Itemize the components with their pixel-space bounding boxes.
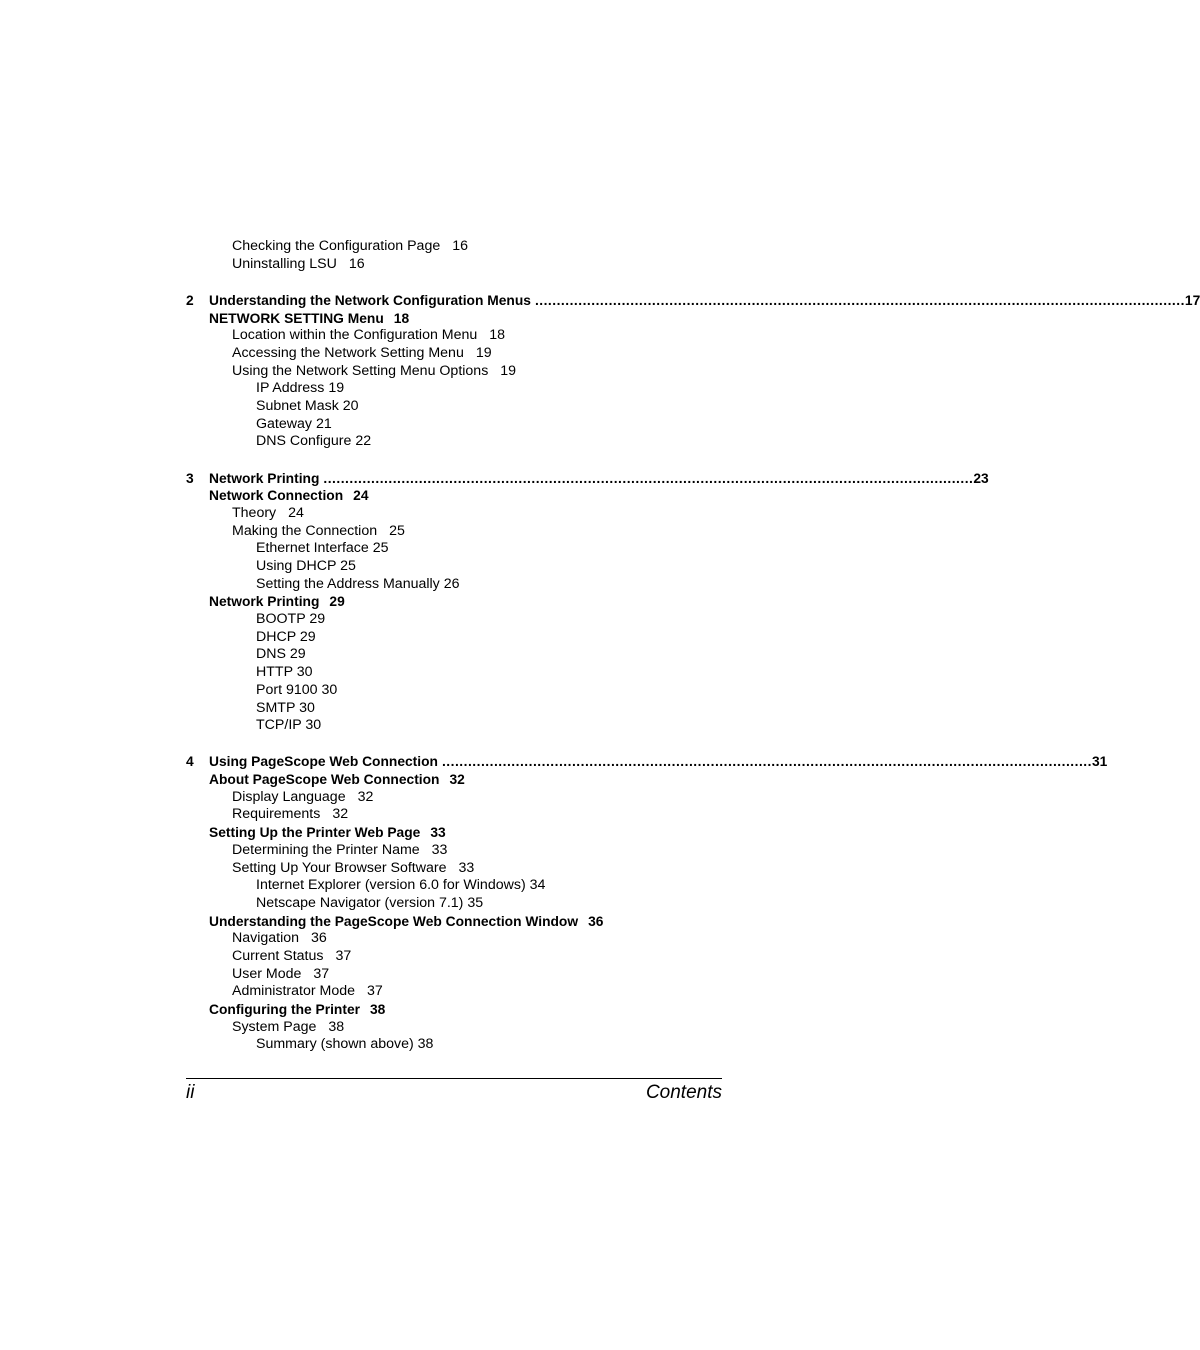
entry-page: 37 bbox=[313, 965, 330, 982]
chapter-2-entries bbox=[186, 310, 722, 452]
entry-page: 19 bbox=[328, 380, 345, 397]
table-of-contents bbox=[186, 238, 1200, 1054]
toc-entry-subsub[interactable] bbox=[186, 558, 722, 576]
entry-title: Network Connection bbox=[209, 488, 344, 504]
toc-entry-subsub[interactable] bbox=[186, 895, 722, 913]
entry-title: Location within the Configuration Menu bbox=[232, 327, 478, 344]
page-footer bbox=[186, 1082, 722, 1106]
toc-entry-sub[interactable] bbox=[186, 238, 722, 256]
toc-entry-sec[interactable] bbox=[186, 593, 722, 611]
entry-title: Making the Connection bbox=[232, 522, 378, 539]
spacer bbox=[186, 273, 722, 292]
toc-entry-sec[interactable] bbox=[186, 310, 722, 328]
entry-title: Theory bbox=[232, 504, 277, 521]
entry-title: SMTP bbox=[256, 699, 296, 716]
entry-page: 32 bbox=[449, 772, 465, 788]
toc-entry-sub[interactable] bbox=[186, 842, 722, 860]
entry-page: 30 bbox=[296, 664, 313, 681]
spacer bbox=[186, 735, 722, 754]
entry-page: 16 bbox=[452, 238, 469, 254]
entry-page: 37 bbox=[335, 947, 352, 964]
toc-entry-sec[interactable] bbox=[186, 771, 722, 789]
entry-page: 38 bbox=[417, 1036, 434, 1053]
entry-page: 29 bbox=[329, 594, 345, 610]
entry-page: 18 bbox=[489, 327, 506, 344]
entry-title: DHCP bbox=[256, 628, 296, 645]
spacer bbox=[186, 451, 722, 470]
toc-entry-subsub[interactable] bbox=[186, 380, 722, 398]
entry-title: System Page bbox=[232, 1018, 317, 1035]
toc-chapter-3[interactable] bbox=[186, 470, 989, 488]
toc-entry-subsub[interactable] bbox=[186, 576, 722, 594]
entry-title: Setting Up Your Browser Software bbox=[232, 859, 447, 876]
entry-page: 29 bbox=[309, 611, 326, 628]
toc-entry-subsub[interactable] bbox=[186, 664, 722, 682]
entry-title: Gateway bbox=[256, 415, 312, 432]
toc-entry-sub[interactable] bbox=[186, 523, 722, 541]
entry-title: Configuring the Printer bbox=[209, 1002, 360, 1017]
toc-entry-sub[interactable] bbox=[186, 256, 722, 274]
dot-leader: ...................................................................................................................................................... bbox=[441, 754, 1092, 770]
toc-entry-subsub[interactable] bbox=[186, 1036, 722, 1054]
toc-entry-subsub[interactable] bbox=[186, 646, 722, 664]
entry-page: 38 bbox=[370, 1002, 386, 1017]
footer-divider bbox=[186, 1078, 722, 1079]
entry-page: 24 bbox=[353, 488, 369, 504]
entry-title: Administrator Mode bbox=[232, 983, 356, 1000]
chapter-page: 23 bbox=[973, 470, 989, 486]
entry-page: 38 bbox=[328, 1018, 345, 1035]
entry-title: Netscape Navigator (version 7.1) bbox=[256, 894, 464, 911]
entry-title: Setting Up the Printer Web Page bbox=[209, 825, 421, 841]
chapter-number: 3 bbox=[186, 470, 194, 486]
entry-page: 30 bbox=[321, 681, 338, 698]
chapter-1-continued bbox=[186, 238, 722, 273]
entry-title: DNS Configure bbox=[256, 433, 352, 450]
entry-title: Requirements bbox=[232, 806, 321, 823]
chapter-title: Understanding the Network Configuration Menus bbox=[209, 292, 531, 308]
entry-title: BOOTP bbox=[256, 611, 306, 628]
toc-entry-subsub[interactable] bbox=[186, 700, 722, 718]
entry-page: 29 bbox=[299, 628, 316, 645]
toc-chapter-2[interactable] bbox=[186, 292, 1200, 310]
entry-title: HTTP bbox=[256, 664, 293, 681]
entry-title: Subnet Mask bbox=[256, 398, 339, 414]
entry-page: 32 bbox=[357, 788, 374, 805]
toc-entry-subsub[interactable] bbox=[186, 717, 722, 735]
entry-page: 33 bbox=[458, 859, 475, 876]
toc-entry-sub[interactable] bbox=[186, 789, 722, 807]
entry-page: 19 bbox=[475, 344, 492, 361]
entry-page: 25 bbox=[340, 558, 356, 574]
entry-page: 21 bbox=[315, 415, 332, 432]
entry-title: Using the Network Setting Menu Options bbox=[232, 362, 489, 379]
toc-entry-subsub[interactable] bbox=[186, 611, 722, 629]
toc-entry-sub[interactable] bbox=[186, 1019, 722, 1037]
toc-entry-sub[interactable] bbox=[186, 930, 722, 948]
toc-entry-sub[interactable] bbox=[186, 345, 722, 363]
entry-title: About PageScope Web Connection bbox=[209, 772, 440, 788]
entry-title: Understanding the PageScope Web Connection Window bbox=[209, 913, 579, 929]
entry-page: 32 bbox=[332, 806, 349, 823]
entry-page: 19 bbox=[500, 362, 517, 379]
entry-page: 18 bbox=[393, 310, 410, 326]
entry-page: 36 bbox=[588, 913, 604, 929]
chapter-title: Using PageScope Web Connection bbox=[209, 754, 438, 770]
entry-title: Internet Explorer (version 6.0 for Windows) bbox=[256, 877, 526, 894]
entry-title: IP Address bbox=[256, 380, 325, 397]
entry-title: User Mode bbox=[232, 965, 302, 982]
toc-entry-sub[interactable] bbox=[186, 806, 722, 824]
entry-title: DNS bbox=[256, 646, 286, 663]
toc-entry-subsub[interactable] bbox=[186, 877, 722, 895]
entry-page: 35 bbox=[467, 894, 484, 911]
toc-entry-sec[interactable] bbox=[186, 487, 722, 505]
toc-entry-subsub[interactable] bbox=[186, 398, 722, 416]
entry-page: 25 bbox=[389, 522, 405, 539]
entry-title: Navigation bbox=[232, 930, 300, 947]
entry-title: Network Printing bbox=[209, 594, 320, 610]
footer-section-title: Contents bbox=[645, 1082, 722, 1103]
toc-entry-sec[interactable] bbox=[186, 1001, 722, 1019]
entry-title: TCP/IP bbox=[256, 717, 302, 734]
entry-page: 34 bbox=[529, 877, 546, 894]
footer-page-number: ii bbox=[186, 1082, 195, 1103]
dot-leader: ...................................................................................................................................................... bbox=[323, 470, 974, 486]
toc-entry-subsub[interactable] bbox=[186, 682, 722, 700]
toc-entry-sub[interactable] bbox=[186, 327, 722, 345]
entry-page: 36 bbox=[311, 930, 327, 947]
entry-page: 24 bbox=[288, 504, 304, 521]
entry-page: 16 bbox=[348, 255, 365, 272]
entry-title: NETWORK SETTING Menu bbox=[209, 310, 384, 326]
toc-entry-subsub[interactable] bbox=[186, 433, 722, 451]
entry-page: 37 bbox=[367, 983, 383, 1000]
entry-page: 30 bbox=[299, 699, 315, 716]
toc-entry-sub[interactable] bbox=[186, 983, 722, 1001]
entry-page: 26 bbox=[443, 575, 460, 592]
entry-title: Summary (shown above) bbox=[256, 1036, 414, 1053]
chapter-page: 31 bbox=[1091, 754, 1108, 770]
entry-page: 25 bbox=[372, 540, 389, 557]
entry-title: Determining the Printer Name bbox=[232, 841, 420, 858]
toc-entry-sub[interactable] bbox=[186, 363, 722, 381]
entry-title: Display Language bbox=[232, 788, 346, 805]
toc-entry-sub[interactable] bbox=[186, 505, 722, 523]
entry-title: Accessing the Network Setting Menu bbox=[232, 344, 464, 361]
entry-title: Setting the Address Manually bbox=[256, 575, 440, 592]
entry-title: Current Status bbox=[232, 947, 324, 964]
entry-page: 33 bbox=[431, 841, 448, 858]
entry-page: 20 bbox=[342, 398, 359, 414]
dot-leader: ...................................................................................................................................................... bbox=[534, 292, 1185, 308]
entry-title: Uninstalling LSU bbox=[232, 255, 337, 272]
toc-chapter-4[interactable] bbox=[186, 753, 1108, 771]
toc-entry-sub[interactable] bbox=[186, 860, 722, 878]
entry-title: Ethernet Interface bbox=[256, 540, 369, 557]
entry-title: Using DHCP bbox=[256, 558, 337, 574]
chapter-page: 17 bbox=[1184, 292, 1200, 308]
chapter-number: 4 bbox=[186, 754, 194, 770]
chapter-number: 2 bbox=[186, 292, 194, 308]
entry-page: 33 bbox=[430, 825, 446, 841]
toc-entry-subsub[interactable] bbox=[186, 416, 722, 434]
entry-page: 30 bbox=[305, 717, 322, 734]
chapter-4-entries bbox=[186, 771, 722, 1054]
toc-entry-sec[interactable] bbox=[186, 824, 722, 842]
toc-entry-subsub[interactable] bbox=[186, 629, 722, 647]
chapter-title: Network Printing bbox=[209, 470, 320, 486]
toc-entry-sec[interactable] bbox=[186, 913, 722, 931]
entry-title: Checking the Configuration Page bbox=[232, 238, 441, 254]
entry-title: Port 9100 bbox=[256, 681, 318, 698]
entry-page: 22 bbox=[355, 433, 372, 450]
entry-page: 29 bbox=[289, 646, 306, 663]
chapter-3-entries bbox=[186, 487, 722, 735]
toc-entry-sub[interactable] bbox=[186, 948, 722, 966]
toc-entry-subsub[interactable] bbox=[186, 540, 722, 558]
toc-entry-sub[interactable] bbox=[186, 966, 722, 984]
